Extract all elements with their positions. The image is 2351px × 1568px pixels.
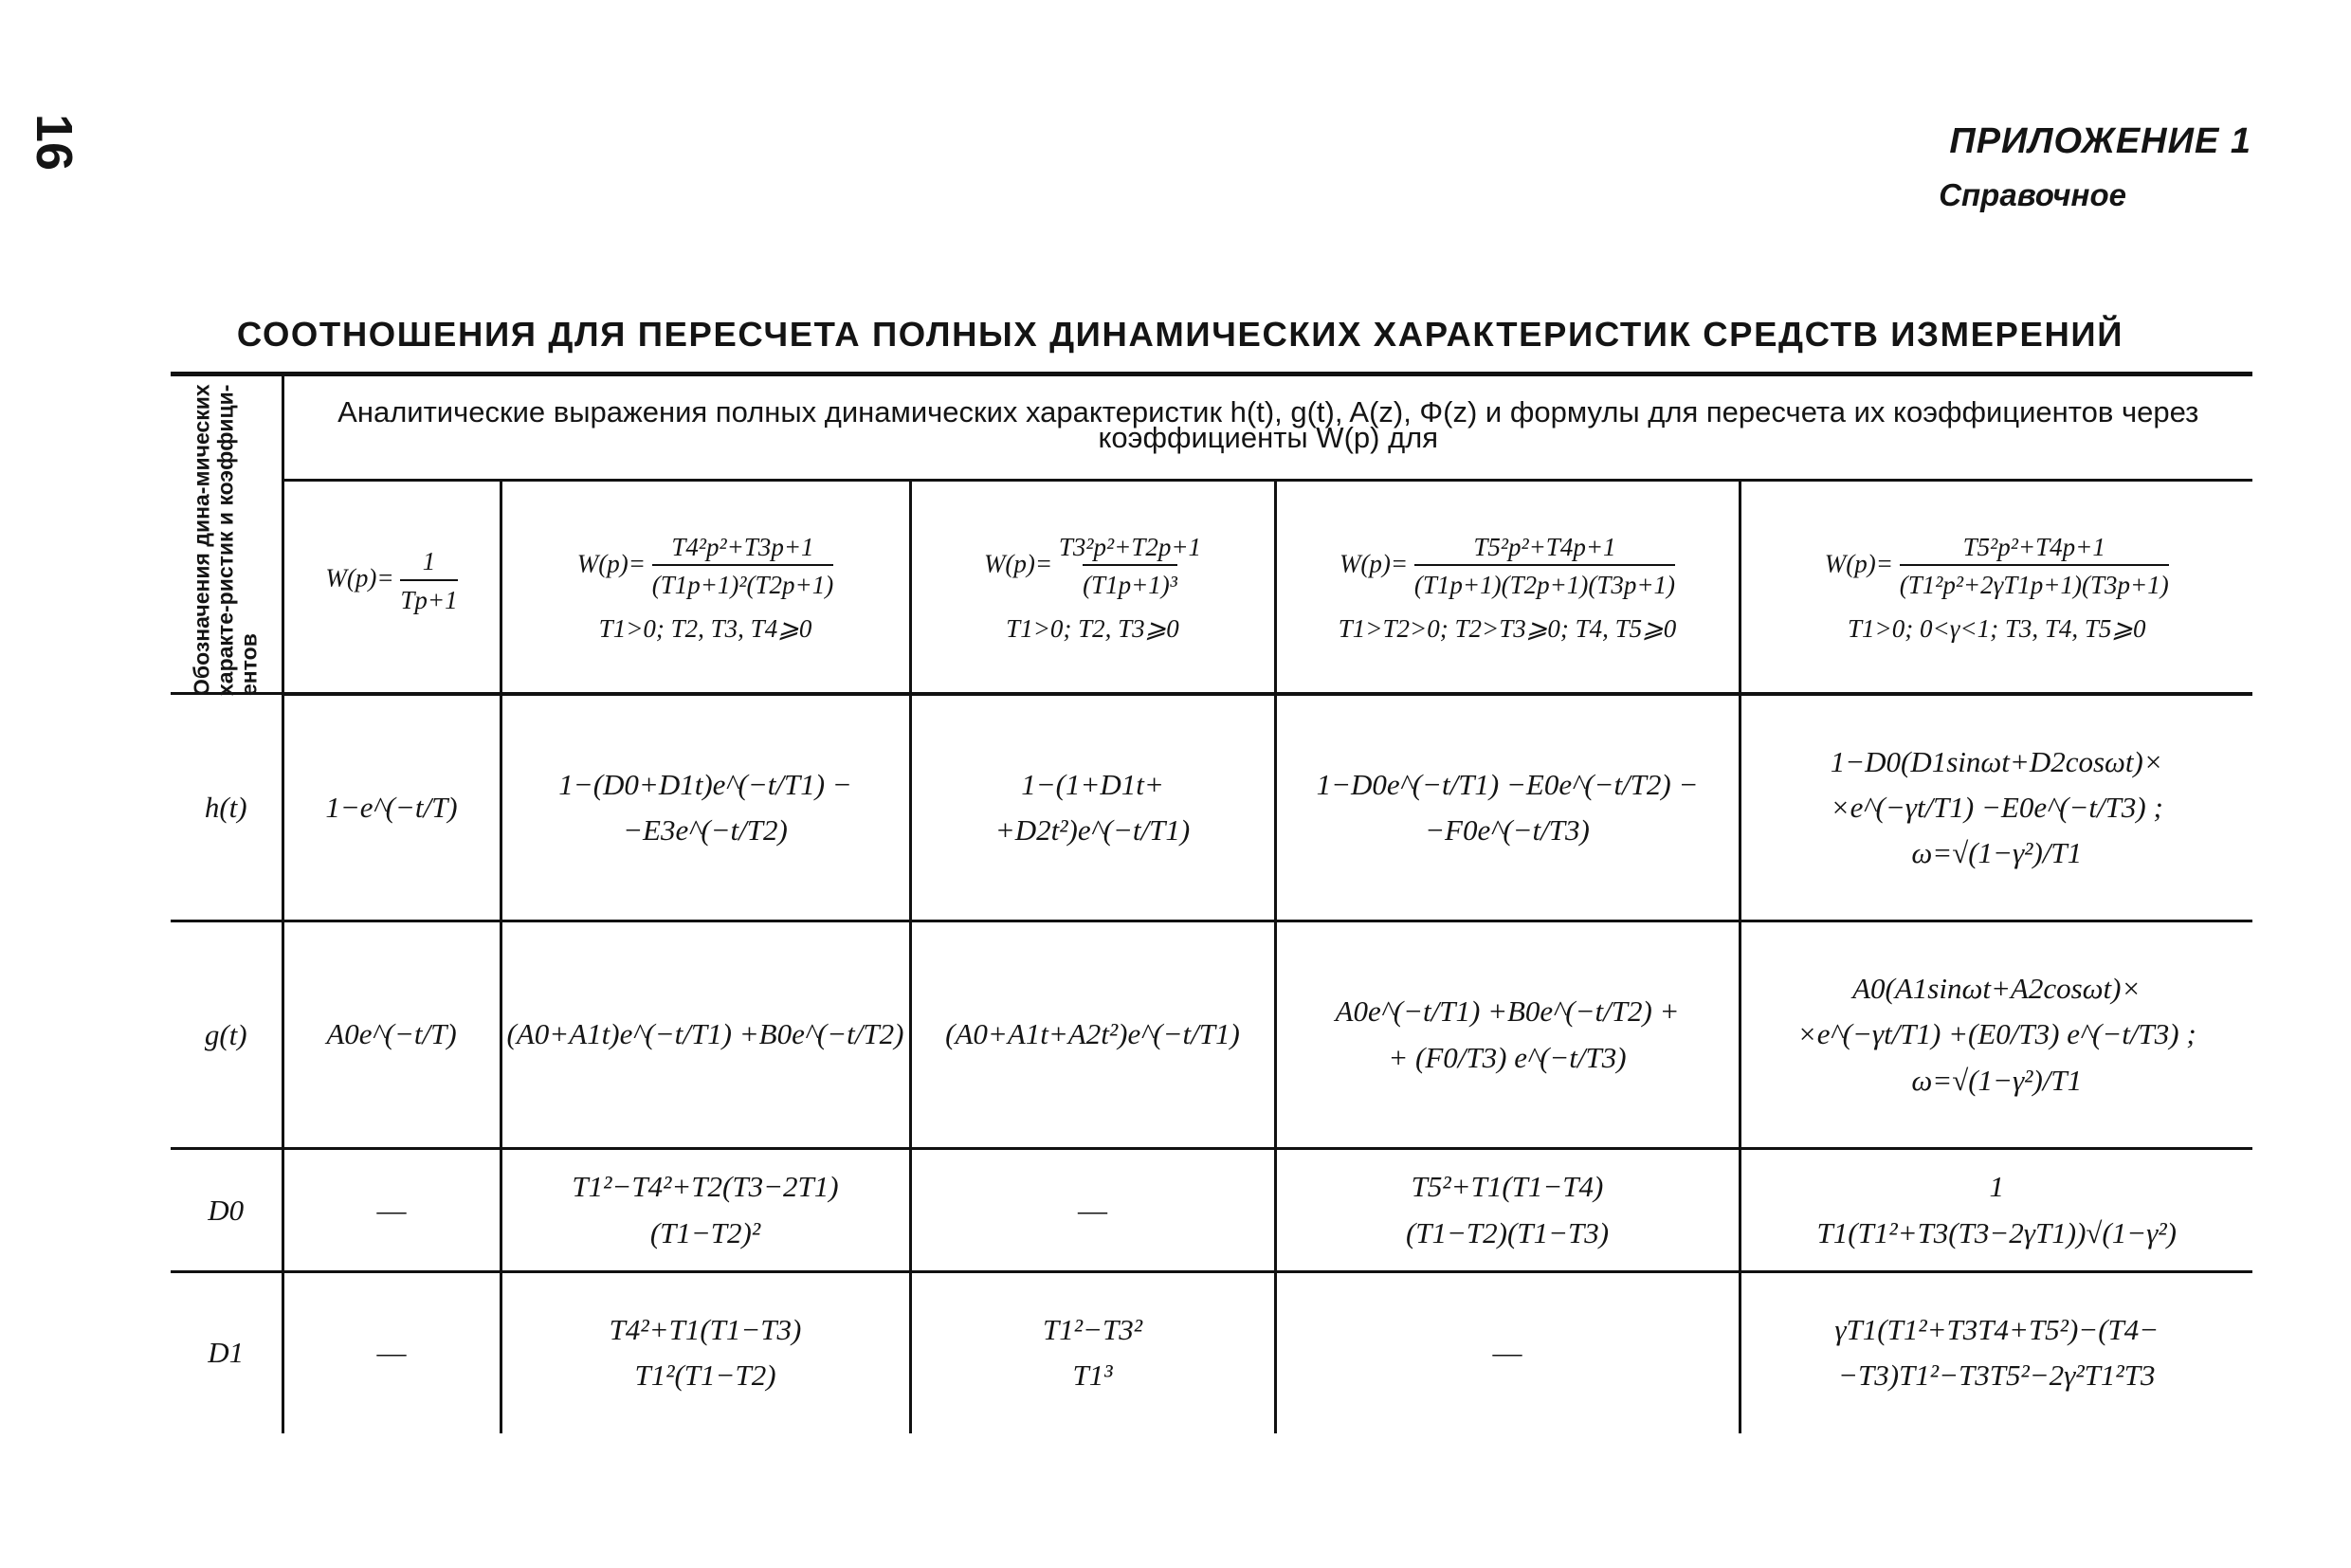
tf-numerator: T5²p²+T4p+1 xyxy=(1473,532,1616,561)
transfer-function xyxy=(288,544,496,617)
transfer-function-cell xyxy=(282,481,501,694)
formula-cell: γT1(T1²+T3T4+T5²)−(T4− −T3)T1²−T3T5²−2γ²T1²T3 xyxy=(1740,1272,2252,1433)
tf-condition: T1>T2>0; T2>T3⩾0; T4, T5⩾0 xyxy=(1338,613,1677,643)
page-number: 16 xyxy=(26,114,82,172)
row-label: D1 xyxy=(171,1272,282,1433)
formula-cell: A0e^(−t/T1) +B0e^(−t/T2) + + (F0/T3) e^(−t/T3) xyxy=(1275,921,1740,1149)
transfer-function-cell xyxy=(501,481,910,694)
row-label: g(t) xyxy=(171,921,282,1149)
appendix-title: ПРИЛОЖЕНИЕ 1 xyxy=(1949,121,2251,161)
wp-prefix: W(p)= xyxy=(1339,549,1409,578)
tf-condition: T1>0; T2, T3⩾0 xyxy=(1006,613,1179,643)
formula-cell: 1−e^(−t/T) xyxy=(282,694,501,921)
formula-cell: (A0+A1t)e^(−t/T1) +B0e^(−t/T2) xyxy=(501,921,910,1149)
formula-cell: T4²+T1(T1−T3) T1²(T1−T2) xyxy=(501,1272,910,1433)
tf-denominator: (T1²p²+2γT1p+1)(T3p+1) xyxy=(1900,564,2169,602)
table-row xyxy=(171,1272,2252,1433)
tf-numerator: T5²p²+T4p+1 xyxy=(1962,532,2105,561)
table-row xyxy=(171,921,2252,1149)
formula-cell: 1−D0(D1sinωt+D2cosωt)× ×e^(−γt/T1) −E0e^(−t/T3) ; ω=√(1−γ²)/T1 xyxy=(1740,694,2252,921)
side-header-text: Обозначения дина-мических характе-ристик и коэффици-ентов xyxy=(189,383,262,696)
reference-table xyxy=(171,372,2252,1433)
formula-cell: — xyxy=(282,1272,501,1433)
wp-prefix: W(p)= xyxy=(1824,549,1893,578)
formula-cell: — xyxy=(1275,1272,1740,1433)
formula-cell: T5²+T1(T1−T4) (T1−T2)(T1−T3) xyxy=(1275,1149,1740,1272)
wp-prefix: W(p)= xyxy=(325,563,394,593)
transfer-function-cell xyxy=(1740,481,2252,694)
formula-cell: 1−D0e^(−t/T1) −E0e^(−t/T2) − −F0e^(−t/T3) xyxy=(1275,694,1740,921)
formula-cell: T1²−T4²+T2(T3−2T1) (T1−T2)² xyxy=(501,1149,910,1272)
side-header-cell xyxy=(171,374,282,694)
formula-cell: 1−(1+D1t+ +D2t²)e^(−t/T1) xyxy=(910,694,1275,921)
formula-cell: — xyxy=(282,1149,501,1272)
transfer-function-cell xyxy=(1275,481,1740,694)
formula-cell: T1²−T3² T1³ xyxy=(910,1272,1275,1433)
formula-cell: 1 T1(T1²+T3(T3−2γT1))√(1−γ²) xyxy=(1740,1149,2252,1272)
table-header-text: Аналитические выражения полных динамических характеристик h(t), g(t), A(z), Φ(z) и формулы для пересчета их коэффициентов через коэффициенты W(p) для xyxy=(282,374,2252,481)
tf-numerator: 1 xyxy=(422,547,436,576)
formula-cell: A0e^(−t/T) xyxy=(282,921,501,1149)
table-row xyxy=(171,694,2252,921)
tf-denominator: (T1p+1)³ xyxy=(1083,564,1177,602)
row-label: D0 xyxy=(171,1149,282,1272)
formula-cell: (A0+A1t+A2t²)e^(−t/T1) xyxy=(910,921,1275,1149)
wp-prefix: W(p)= xyxy=(983,549,1053,578)
document-title: СООТНОШЕНИЯ ДЛЯ ПЕРЕСЧЕТА ПОЛНЫХ ДИНАМИЧЕСКИХ ХАРАКТЕРИСТИК СРЕДСТВ ИЗМЕРЕНИЙ xyxy=(236,315,2124,354)
tf-numerator: T4²p²+T3p+1 xyxy=(671,532,814,561)
tf-denominator: (T1p+1)(T2p+1)(T3p+1) xyxy=(1414,564,1675,602)
formula-cell: 1−(D0+D1t)e^(−t/T1) − −E3e^(−t/T2) xyxy=(501,694,910,921)
transfer-function xyxy=(916,530,1270,603)
tf-numerator: T3²p²+T2p+1 xyxy=(1058,532,1202,561)
row-label: h(t) xyxy=(171,694,282,921)
appendix-subtitle: Справочное xyxy=(1939,177,2126,212)
transfer-function-row xyxy=(171,481,2252,694)
formula-cell: — xyxy=(910,1149,1275,1272)
formula-cell: A0(A1sinωt+A2cosωt)× ×e^(−γt/T1) +(E0/T3) e^(−t/T3) ; ω=√(1−γ²)/T1 xyxy=(1740,921,2252,1149)
appendix-heading xyxy=(1939,121,2251,213)
transfer-function xyxy=(1281,530,1735,603)
tf-denominator: Tp+1 xyxy=(400,579,457,617)
table-row xyxy=(171,1149,2252,1272)
tf-condition: T1>0; T2, T3, T4⩾0 xyxy=(598,613,812,643)
tf-condition: T1>0; 0<γ<1; T3, T4, T5⩾0 xyxy=(1848,613,2146,643)
wp-prefix: W(p)= xyxy=(576,549,646,578)
transfer-function xyxy=(1745,530,2250,603)
tf-denominator: (T1p+1)²(T2p+1) xyxy=(652,564,834,602)
transfer-function-cell xyxy=(910,481,1275,694)
transfer-function xyxy=(506,530,905,603)
